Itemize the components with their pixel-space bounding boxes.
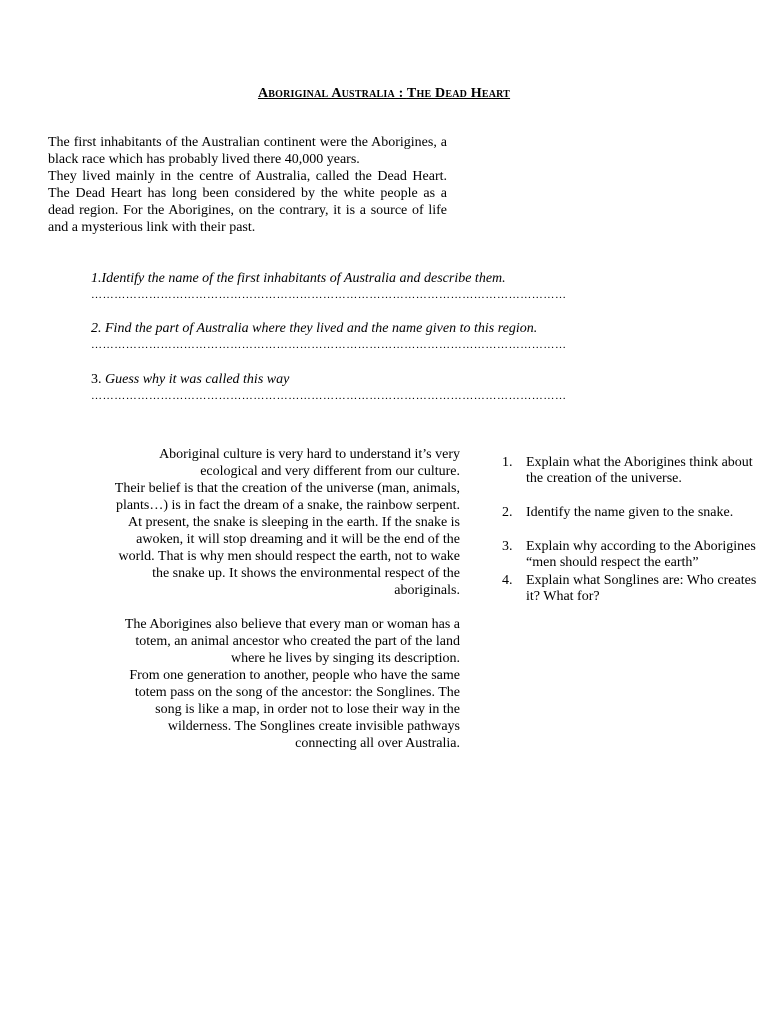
title-part-2: The Dead Heart	[406, 86, 511, 101]
culture-text	[72, 446, 460, 752]
question-1-number: 1.	[91, 271, 102, 286]
culture-question-2	[498, 505, 760, 521]
question-3-text	[91, 371, 681, 388]
culture-line: the snake up. It shows the environmental respect of the	[152, 566, 460, 581]
culture-question-4	[498, 573, 760, 605]
culture-question-4-text: Explain what Songlines are: Who creates it? What for?	[526, 573, 757, 604]
intro-paragraph-2: They lived mainly in the centre of Australia, called the Dead Heart. The Dead Heart has long been considered by the white people as a dead region. For the Aborigines, on the contrary, it is a source of life and a mysterious link with their past.	[48, 169, 447, 235]
question-3-label: Guess why it was called this way	[101, 372, 290, 387]
question-1-text	[91, 270, 681, 287]
culture-question-3-number: 3.	[502, 539, 513, 554]
question-2-text	[91, 320, 681, 337]
culture-question-1-number: 1.	[502, 455, 513, 470]
question-1	[91, 270, 681, 302]
culture-line: Aboriginal culture is very hard to understand it’s very	[159, 447, 460, 462]
question-3	[91, 371, 681, 403]
question-2-number: 2.	[91, 321, 102, 336]
page-title	[0, 86, 768, 102]
culture-question-3	[498, 539, 760, 571]
culture-line: totem, an animal ancestor who created the part of the land	[135, 634, 460, 649]
culture-question-2-text: Identify the name given to the snake.	[526, 505, 734, 520]
answer-line-1[interactable]: ……………………………………………………………………………………………………………	[91, 289, 567, 301]
culture-line: The Aborigines also believe that every man or woman has a	[124, 617, 460, 632]
question-3-number: 3.	[91, 372, 102, 387]
intro-text	[48, 134, 447, 236]
culture-line: aboriginals.	[394, 583, 460, 598]
culture-line: plants…) is in fact the dream of a snake, the rainbow serpent.	[115, 498, 460, 513]
culture-question-1	[498, 455, 760, 487]
culture-question-4-number: 4.	[502, 573, 513, 588]
question-2-label: Find the part of Australia where they lived and the name given to this region.	[101, 321, 538, 336]
culture-line: Their belief is that the creation of the universe (man, animals,	[114, 481, 460, 496]
culture-question-2-number: 2.	[502, 505, 513, 520]
question-1-label: Identify the name of the first inhabitants of Australia and describe them.	[101, 271, 506, 286]
culture-line: world. That is why men should respect the earth, not to wake	[118, 549, 460, 564]
culture-line: awoken, it will stop dreaming and it will be the end of the	[136, 532, 460, 547]
question-2	[91, 320, 681, 352]
culture-question-1-text: Explain what the Aborigines think about the creation of the universe.	[526, 455, 753, 486]
intro-paragraph-1: The first inhabitants of the Australian continent were the Aborigines, a black race which has probably lived there 40,000 years.	[48, 135, 447, 167]
culture-paragraph-2	[72, 616, 460, 752]
culture-line: From one generation to another, people who have the same	[129, 668, 460, 683]
culture-question-3-text: Explain why according to the Aborigines “men should respect the earth”	[526, 539, 756, 570]
culture-line: wilderness. The Songlines create invisible pathways	[167, 719, 460, 734]
answer-line-2[interactable]: ……………………………………………………………………………………………………………	[91, 339, 567, 351]
culture-paragraph-1	[72, 446, 460, 599]
culture-line: At present, the snake is sleeping in the earth. If the snake is	[127, 515, 460, 530]
culture-line: totem pass on the song of the ancestor: the Songlines. The	[134, 685, 460, 700]
culture-line: song is like a map, in order not to lose their way in the	[155, 702, 460, 717]
answer-line-3[interactable]: ……………………………………………………………………………………………………………	[91, 390, 567, 402]
culture-line: where he lives by singing its description.	[230, 651, 460, 666]
culture-line: connecting all over Australia.	[295, 736, 460, 751]
culture-question-list	[498, 455, 760, 605]
culture-line: ecological and very different from our culture.	[200, 464, 460, 479]
title-part-1: Aboriginal Australia :	[257, 86, 407, 101]
